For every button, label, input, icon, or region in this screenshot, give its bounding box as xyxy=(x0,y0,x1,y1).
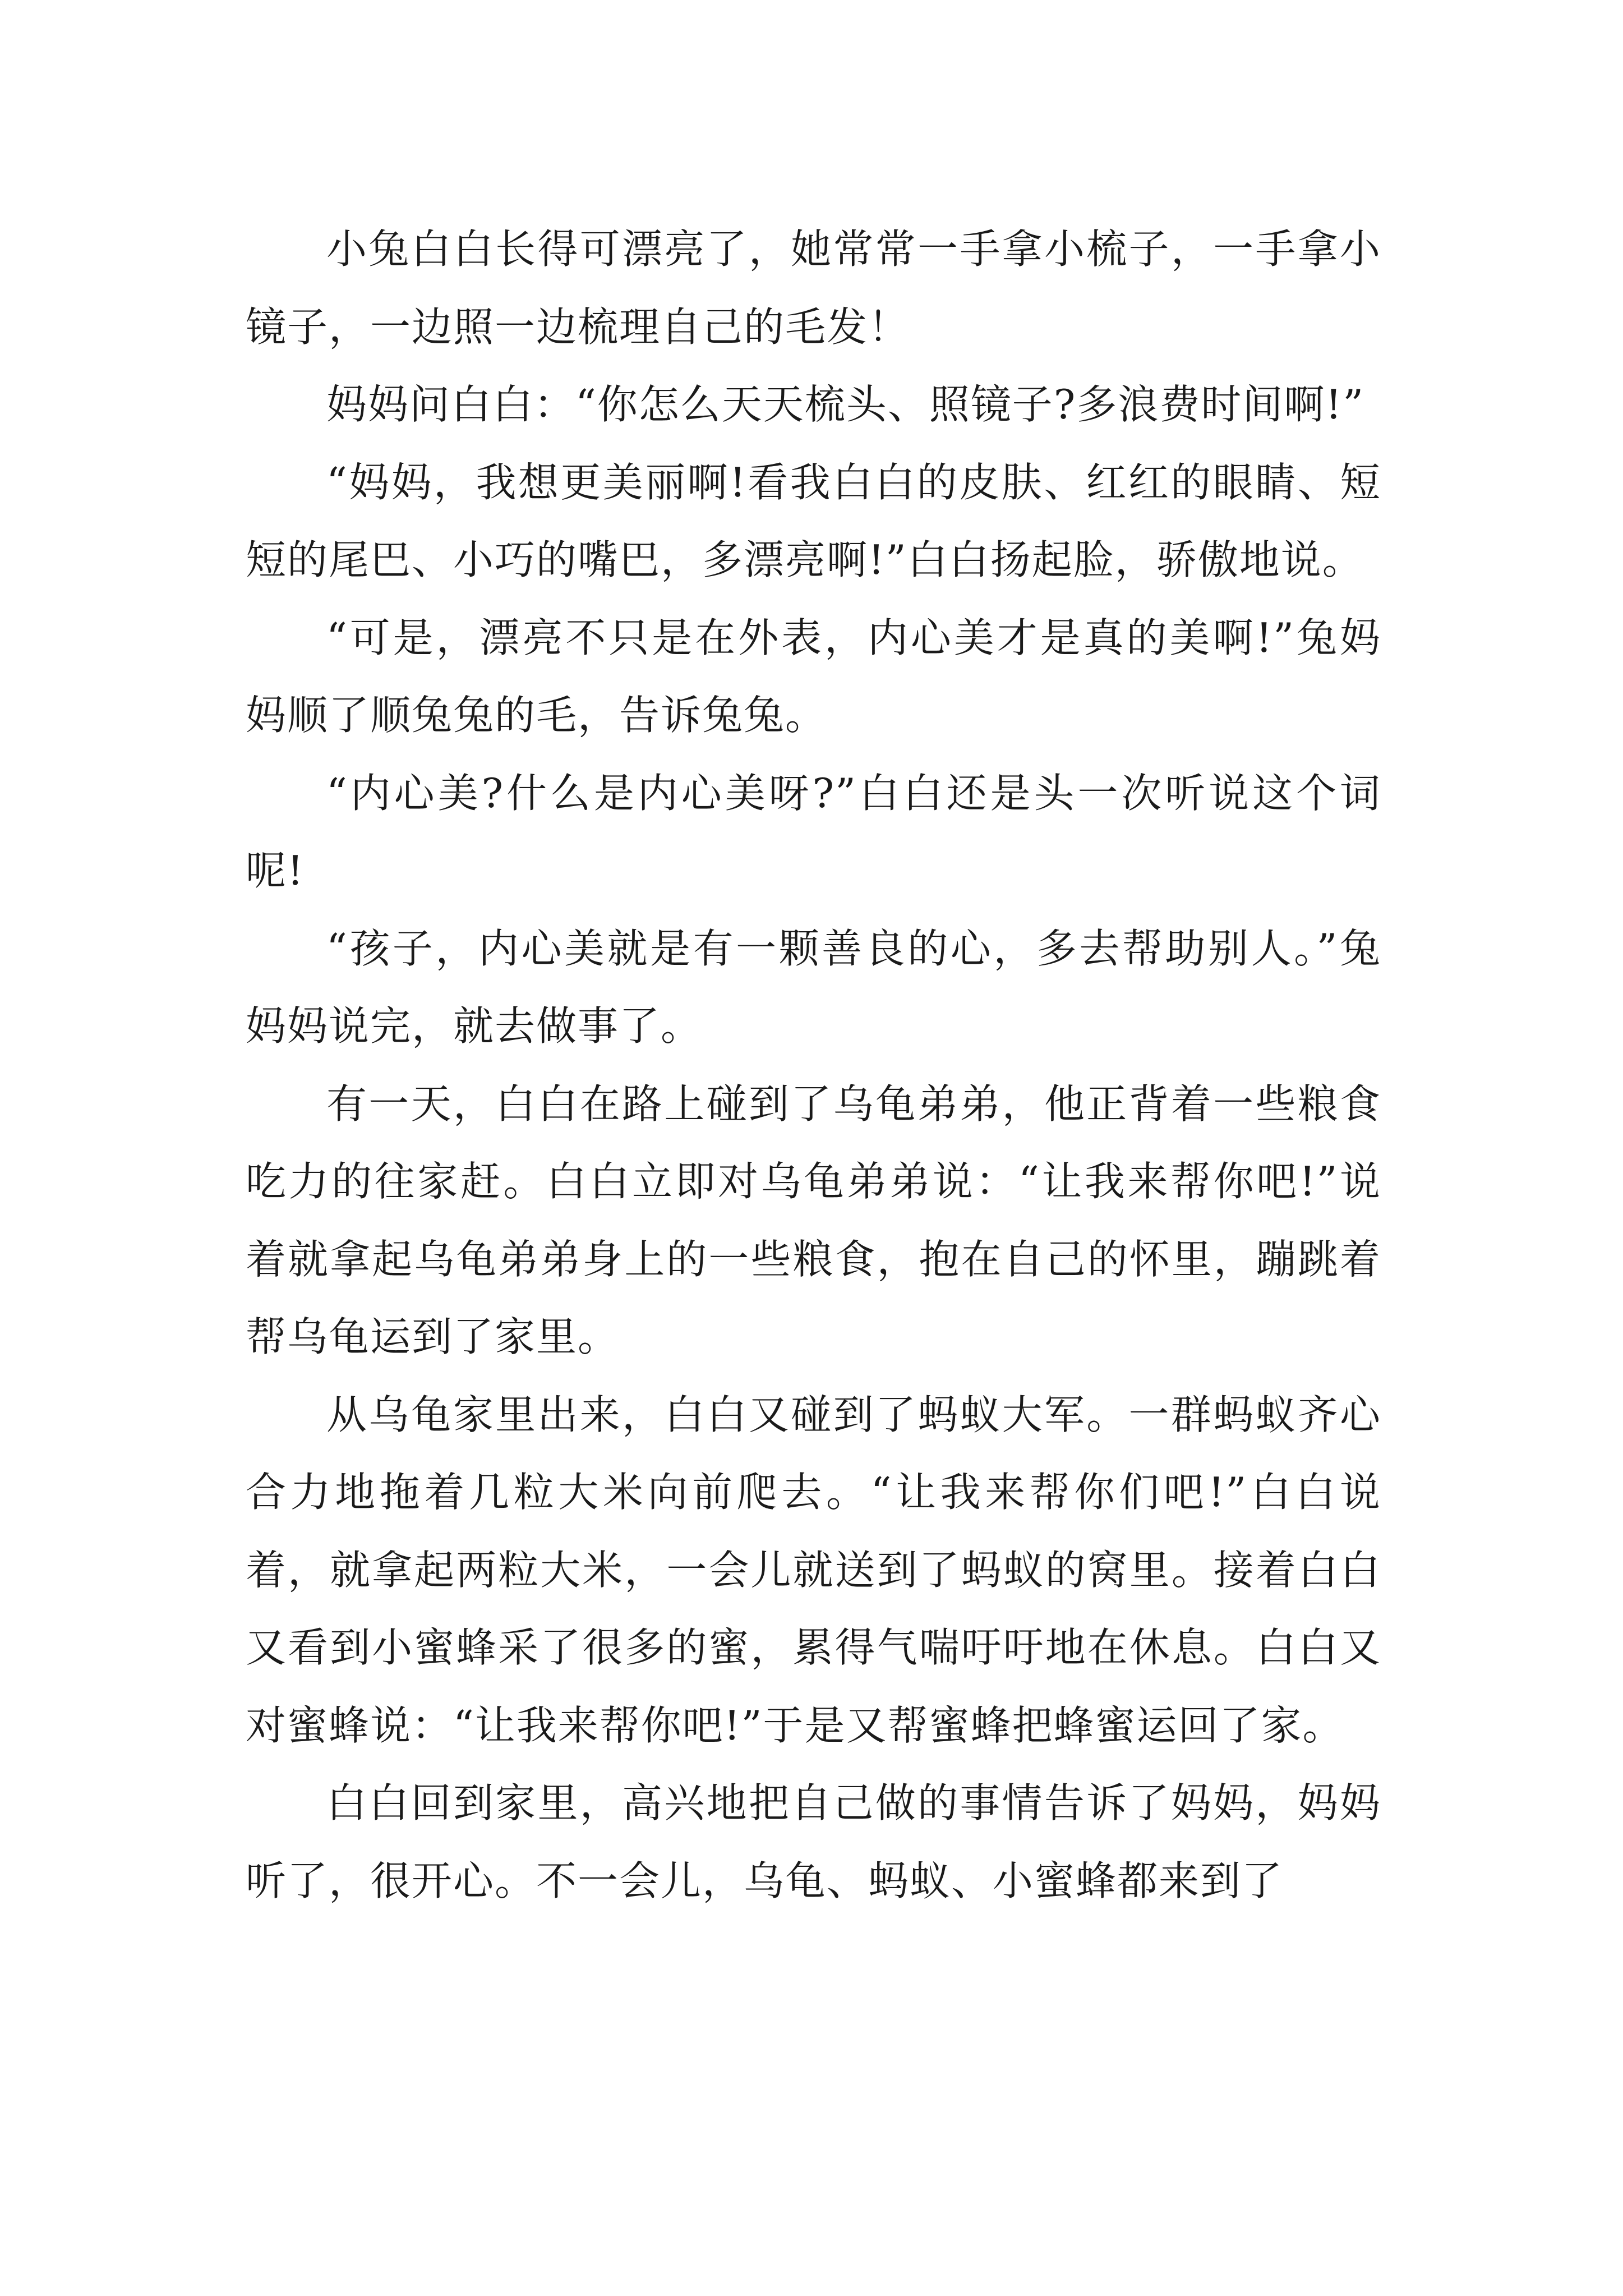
paragraph-9: 白白回到家里，高兴地把自己做的事情告诉了妈妈，妈妈听了，很开心。不一会儿，乌龟、蚂蚁、小蜜蜂都来到了 xyxy=(246,1779,1381,1904)
paragraph-1: 小兔白白长得可漂亮了，她常常一手拿小梳子，一手拿小镜子，一边照一边梳理自己的毛发！ xyxy=(246,226,1381,351)
paragraph-3: “妈妈，我想更美丽啊!看我白白的皮肤、红红的眼睛、短短的尾巴、小巧的嘴巴，多漂亮啊!”白白扬起脸，骄傲地说。 xyxy=(246,458,1381,583)
paragraph-6: “孩子，内心美就是有一颗善良的心，多去帮助别人。”兔妈妈说完，就去做事了。 xyxy=(246,924,1381,1050)
paragraph-8: 从乌龟家里出来，白白又碰到了蚂蚁大军。一群蚂蚁齐心合力地拖着几粒大米向前爬去。“让我来帮你们吧!”白白说着，就拿起两粒大米，一会儿就送到了蚂蚁的窝里。接着白白又看到小蜜蜂采了很多的蜜，累得气喘吁吁地在休息。白白又对蜜蜂说：“让我来帮你吧!”于是又帮蜜蜂把蜂蜜运回了家。 xyxy=(246,1391,1381,1749)
story-text xyxy=(246,210,1381,1920)
paragraph-5: “内心美?什么是内心美呀?”白白还是头一次听说这个词呢! xyxy=(246,769,1381,894)
paragraph-2: 妈妈问白白：“你怎么天天梳头、照镜子?多浪费时间啊!” xyxy=(326,381,1365,428)
paragraph-7: 有一天，白白在路上碰到了乌龟弟弟，他正背着一些粮食吃力的往家赶。白白立即对乌龟弟弟说：“让我来帮你吧!”说着就拿起乌龟弟弟身上的一些粮食，抱在自己的怀里，蹦跳着帮乌龟运到了家里。 xyxy=(246,1080,1381,1360)
paragraph-4: “可是，漂亮不只是在外表，内心美才是真的美啊!”兔妈妈顺了顺兔兔的毛，告诉兔兔。 xyxy=(246,614,1381,739)
